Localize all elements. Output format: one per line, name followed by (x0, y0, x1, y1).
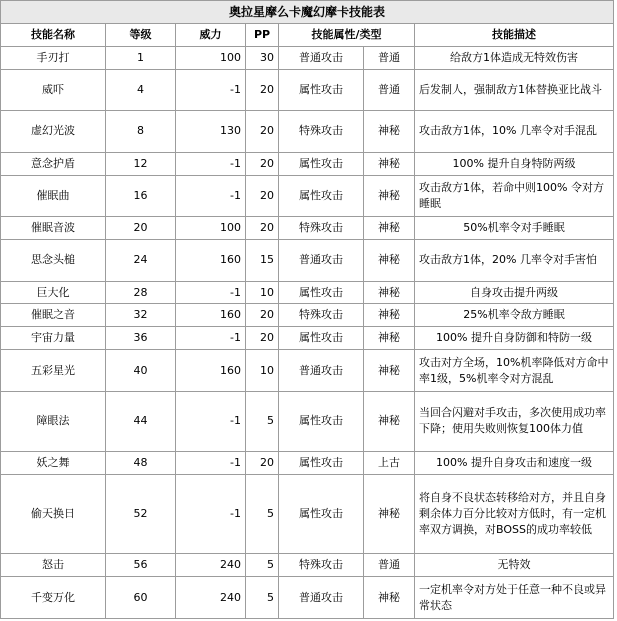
skill-category: 属性攻击 (279, 69, 364, 110)
skill-category: 普通攻击 (279, 46, 364, 69)
table-row (1, 327, 614, 350)
skill-category: 属性攻击 (279, 391, 364, 451)
skill-level: 52 (106, 474, 176, 554)
table-row (1, 240, 614, 281)
table-row (1, 304, 614, 327)
skill-power: -1 (176, 69, 246, 110)
skill-description: 将自身不良状态转移给对方，并且自身剩余体力百分比较对方低时，有一定机率双方调换，对BOSS的成功率较低 (415, 474, 614, 554)
header-category: 技能属性/类型 (279, 23, 415, 46)
skill-level: 32 (106, 304, 176, 327)
skill-category: 普通攻击 (279, 577, 364, 619)
skill-description: 攻击敌方1体，20% 几率令对手害怕 (415, 240, 614, 281)
skill-power: 100 (176, 217, 246, 240)
skill-pp: 5 (246, 391, 279, 451)
skill-pp: 20 (246, 327, 279, 350)
skill-level: 24 (106, 240, 176, 281)
skill-pp: 20 (246, 175, 279, 216)
skill-level: 1 (106, 46, 176, 69)
skill-level: 60 (106, 577, 176, 619)
skill-level: 12 (106, 152, 176, 175)
skill-power: 130 (176, 111, 246, 152)
skill-attribute: 神秘 (364, 304, 415, 327)
skill-name: 怒击 (1, 554, 106, 577)
skill-name: 宇宙力量 (1, 327, 106, 350)
skill-pp: 20 (246, 69, 279, 110)
table-row (1, 175, 614, 216)
table-row (1, 281, 614, 304)
skill-power: -1 (176, 281, 246, 304)
skill-attribute: 神秘 (364, 350, 415, 391)
skill-power: -1 (176, 175, 246, 216)
skill-description: 攻击敌方1体，若命中则100% 令对方睡眠 (415, 175, 614, 216)
table-row (1, 451, 614, 474)
skill-description: 100% 提升自身防御和特防一级 (415, 327, 614, 350)
header-power: 威力 (176, 23, 246, 46)
skill-attribute: 神秘 (364, 175, 415, 216)
table-title-row (1, 1, 614, 24)
table-row (1, 554, 614, 577)
skill-pp: 20 (246, 451, 279, 474)
skill-name: 五彩星光 (1, 350, 106, 391)
skill-name: 虚幻光波 (1, 111, 106, 152)
skill-description: 25%机率令敌方睡眠 (415, 304, 614, 327)
skill-attribute: 上古 (364, 451, 415, 474)
table-row (1, 46, 614, 69)
skill-level: 4 (106, 69, 176, 110)
skill-description: 攻击对方全场，10%机率降低对方命中率1级，5%机率令对方混乱 (415, 350, 614, 391)
skill-category: 属性攻击 (279, 175, 364, 216)
skill-description: 100% 提升自身特防两级 (415, 152, 614, 175)
skill-power: 160 (176, 240, 246, 281)
skill-name: 障眼法 (1, 391, 106, 451)
skill-level: 48 (106, 451, 176, 474)
skill-power: -1 (176, 391, 246, 451)
skill-name: 偷天换日 (1, 474, 106, 554)
table-row (1, 474, 614, 554)
skill-category: 特殊攻击 (279, 554, 364, 577)
skill-attribute: 神秘 (364, 217, 415, 240)
skill-power: -1 (176, 152, 246, 175)
skill-pp: 5 (246, 577, 279, 619)
skill-category: 特殊攻击 (279, 111, 364, 152)
skill-attribute: 神秘 (364, 327, 415, 350)
skill-power: -1 (176, 451, 246, 474)
skill-description: 自身攻击提升两级 (415, 281, 614, 304)
skill-pp: 20 (246, 152, 279, 175)
skill-attribute: 神秘 (364, 111, 415, 152)
skill-name: 催眠之音 (1, 304, 106, 327)
skill-category: 普通攻击 (279, 240, 364, 281)
skill-category: 属性攻击 (279, 152, 364, 175)
skill-power: -1 (176, 327, 246, 350)
skill-power: 240 (176, 554, 246, 577)
header-skill-name: 技能名称 (1, 23, 106, 46)
skill-category: 特殊攻击 (279, 304, 364, 327)
skill-attribute: 神秘 (364, 474, 415, 554)
skill-pp: 10 (246, 350, 279, 391)
skill-pp: 10 (246, 281, 279, 304)
skill-name: 意念护盾 (1, 152, 106, 175)
header-level: 等级 (106, 23, 176, 46)
skill-attribute: 神秘 (364, 281, 415, 304)
skill-level: 20 (106, 217, 176, 240)
skill-category: 属性攻击 (279, 281, 364, 304)
skill-name: 催眠音波 (1, 217, 106, 240)
skill-attribute: 神秘 (364, 577, 415, 619)
skill-pp: 20 (246, 304, 279, 327)
skill-attribute: 普通 (364, 69, 415, 110)
table-title: 奥拉星摩么卡魔幻摩卡技能表 (1, 1, 614, 24)
skill-level: 56 (106, 554, 176, 577)
skill-name: 手刃打 (1, 46, 106, 69)
skill-description: 攻击敌方1体，10% 几率令对手混乱 (415, 111, 614, 152)
header-pp: PP (246, 23, 279, 46)
skill-level: 28 (106, 281, 176, 304)
skill-name: 巨大化 (1, 281, 106, 304)
skill-description: 100% 提升自身攻击和速度一级 (415, 451, 614, 474)
table-row (1, 217, 614, 240)
skill-category: 属性攻击 (279, 451, 364, 474)
skill-power: 100 (176, 46, 246, 69)
table-row (1, 391, 614, 451)
skill-attribute: 普通 (364, 554, 415, 577)
skill-pp: 20 (246, 217, 279, 240)
skill-pp: 15 (246, 240, 279, 281)
skill-name: 千变万化 (1, 577, 106, 619)
skill-category: 特殊攻击 (279, 217, 364, 240)
skill-description: 一定机率令对方处于任意一种不良或异常状态 (415, 577, 614, 619)
table-row (1, 111, 614, 152)
skill-name: 威吓 (1, 69, 106, 110)
header-description: 技能描述 (415, 23, 614, 46)
skill-level: 36 (106, 327, 176, 350)
skill-pp: 5 (246, 554, 279, 577)
skill-power: 160 (176, 350, 246, 391)
skill-pp: 20 (246, 111, 279, 152)
skill-name: 妖之舞 (1, 451, 106, 474)
skill-pp: 5 (246, 474, 279, 554)
skill-power: 240 (176, 577, 246, 619)
skill-description: 无特效 (415, 554, 614, 577)
skill-attribute: 神秘 (364, 240, 415, 281)
skill-description: 当回合闪避对手攻击，多次使用成功率下降；使用失败则恢复100体力值 (415, 391, 614, 451)
skill-power: -1 (176, 474, 246, 554)
skill-attribute: 普通 (364, 46, 415, 69)
skill-attribute: 神秘 (364, 391, 415, 451)
skill-level: 44 (106, 391, 176, 451)
table-row (1, 350, 614, 391)
table-row (1, 152, 614, 175)
skill-description: 给敌方1体造成无特效伤害 (415, 46, 614, 69)
table-row (1, 577, 614, 619)
skill-description: 后发制人，强制敌方1体替换亚比战斗 (415, 69, 614, 110)
skill-level: 16 (106, 175, 176, 216)
skill-level: 40 (106, 350, 176, 391)
skill-category: 属性攻击 (279, 327, 364, 350)
table-row (1, 69, 614, 110)
skill-name: 思念头槌 (1, 240, 106, 281)
skill-level: 8 (106, 111, 176, 152)
skill-pp: 30 (246, 46, 279, 69)
skill-category: 属性攻击 (279, 474, 364, 554)
skill-name: 催眠曲 (1, 175, 106, 216)
skill-attribute: 神秘 (364, 152, 415, 175)
table-header-row (1, 23, 614, 46)
skill-description: 50%机率令对手睡眠 (415, 217, 614, 240)
skill-category: 普通攻击 (279, 350, 364, 391)
skill-power: 160 (176, 304, 246, 327)
